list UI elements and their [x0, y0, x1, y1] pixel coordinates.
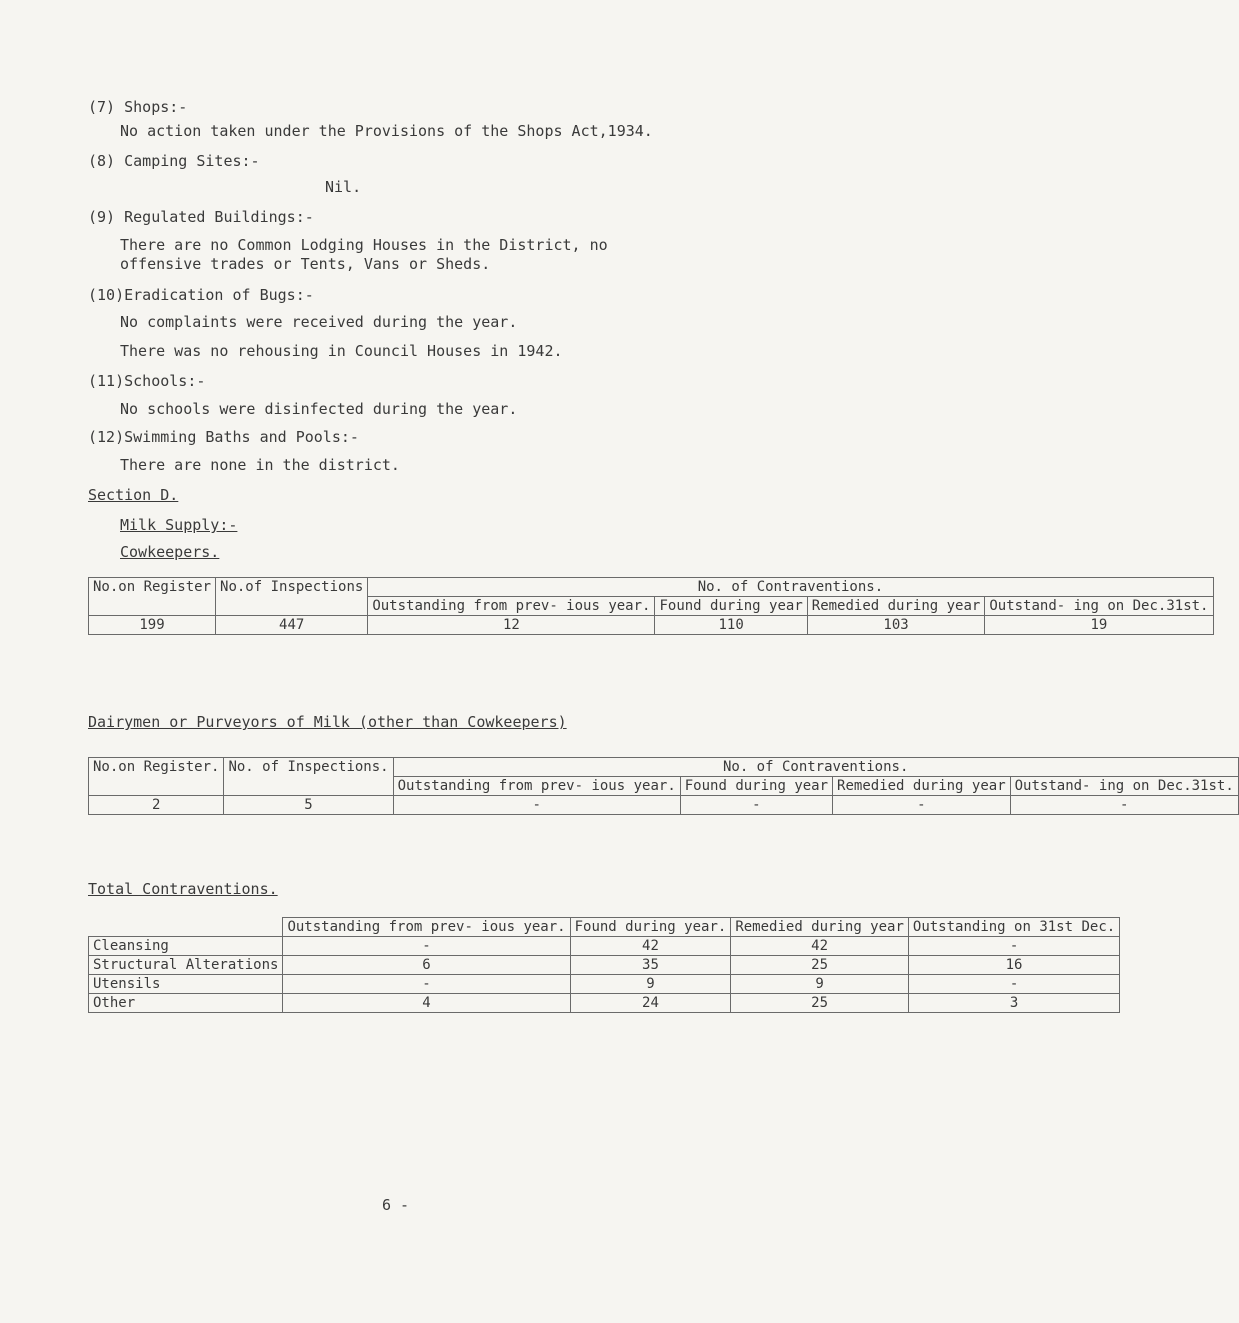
contraventions-group-header: No. of Contraventions.: [393, 758, 1238, 777]
cell: -: [393, 796, 680, 815]
cell: -: [1010, 796, 1238, 815]
col-outstanding-dec: Outstand- ing on Dec.31st.: [985, 597, 1213, 616]
cell: 25: [731, 956, 909, 975]
cell: 5: [224, 796, 393, 815]
col-register: No.on Register: [89, 578, 216, 616]
table-header-row: [89, 918, 1120, 937]
col-outstanding-dec: Outstand- ing on Dec.31st.: [1010, 777, 1238, 796]
cell: 6: [283, 956, 570, 975]
col-register: No.on Register.: [89, 758, 224, 796]
cell: 199: [89, 616, 216, 635]
section-12-heading: (12)Swimming Baths and Pools:-: [88, 428, 359, 446]
cell: -: [283, 937, 570, 956]
contraventions-group-header: No. of Contraventions.: [368, 578, 1213, 597]
table-row: [89, 796, 1239, 815]
col-found: Found during year: [680, 777, 832, 796]
cowkeepers-table: [88, 577, 1214, 635]
cell: -: [908, 975, 1119, 994]
dairymen-heading: Dairymen or Purveyors of Milk (other than Cowkeepers): [88, 713, 567, 731]
cell: -: [680, 796, 832, 815]
cell: -: [283, 975, 570, 994]
col-inspections: No.of Inspections: [216, 578, 368, 616]
col-outstanding-dec: Outstanding on 31st Dec.: [908, 918, 1119, 937]
cowkeepers-heading: Cowkeepers.: [120, 543, 220, 561]
table-header-row: [89, 758, 1239, 777]
dairymen-table: [88, 757, 1239, 815]
col-outstanding-prev: Outstanding from prev- ious year.: [283, 918, 570, 937]
row-label: Structural Alterations: [89, 956, 283, 975]
cell: 9: [570, 975, 731, 994]
cell: 110: [655, 616, 807, 635]
row-label: Cleansing: [89, 937, 283, 956]
page-number: 6 -: [382, 1196, 410, 1214]
col-remedied: Remedied during year: [731, 918, 909, 937]
cell: 4: [283, 994, 570, 1013]
section-11-heading: (11)Schools:-: [88, 372, 206, 390]
cell: 16: [908, 956, 1119, 975]
cell: 2: [89, 796, 224, 815]
col-remedied: Remedied during year: [807, 597, 985, 616]
section-7-text: No action taken under the Provisions of the Shops Act,1934.: [120, 122, 653, 140]
table-row: [89, 975, 1120, 994]
table-row: [89, 956, 1120, 975]
cell: 12: [368, 616, 655, 635]
section-9-text-2: offensive trades or Tents, Vans or Sheds.: [120, 255, 491, 273]
table-row: [89, 937, 1120, 956]
col-remedied: Remedied during year: [833, 777, 1011, 796]
cell: 3: [908, 994, 1119, 1013]
col-inspections: No. of Inspections.: [224, 758, 393, 796]
cell: 19: [985, 616, 1213, 635]
section-10-heading: (10)Eradication of Bugs:-: [88, 286, 314, 304]
cell: 447: [216, 616, 368, 635]
row-label: Other: [89, 994, 283, 1013]
cell: 42: [570, 937, 731, 956]
section-8-text: Nil.: [325, 178, 362, 196]
cell: 103: [807, 616, 985, 635]
section-11-text: No schools were disinfected during the year.: [120, 400, 518, 418]
table-row: [89, 994, 1120, 1013]
col-found: Found during year: [655, 597, 807, 616]
cell: 35: [570, 956, 731, 975]
cell: 42: [731, 937, 909, 956]
section-12-text: There are none in the district.: [120, 456, 400, 474]
table-row: [89, 616, 1214, 635]
section-d-heading: Section D.: [88, 486, 179, 504]
section-10-text-1: No complaints were received during the year.: [120, 313, 518, 331]
milk-supply-heading: Milk Supply:-: [120, 516, 238, 534]
cell: 9: [731, 975, 909, 994]
col-found: Found during year.: [570, 918, 731, 937]
cell: -: [833, 796, 1011, 815]
table-header-row: [89, 578, 1214, 597]
cell: 24: [570, 994, 731, 1013]
section-9-text-1: There are no Common Lodging Houses in the District, no: [120, 236, 608, 254]
section-9-heading: (9) Regulated Buildings:-: [88, 208, 314, 226]
row-label: Utensils: [89, 975, 283, 994]
cell: -: [908, 937, 1119, 956]
section-8-heading: (8) Camping Sites:-: [88, 152, 260, 170]
section-7-heading: (7) Shops:-: [88, 98, 188, 116]
col-outstanding-prev: Outstanding from prev- ious year.: [368, 597, 655, 616]
col-outstanding-prev: Outstanding from prev- ious year.: [393, 777, 680, 796]
empty-header-cell: [89, 918, 283, 937]
cell: 25: [731, 994, 909, 1013]
total-contraventions-table: [88, 917, 1120, 1013]
total-contraventions-heading: Total Contraventions.: [88, 880, 278, 898]
section-10-text-2: There was no rehousing in Council Houses in 1942.: [120, 342, 563, 360]
